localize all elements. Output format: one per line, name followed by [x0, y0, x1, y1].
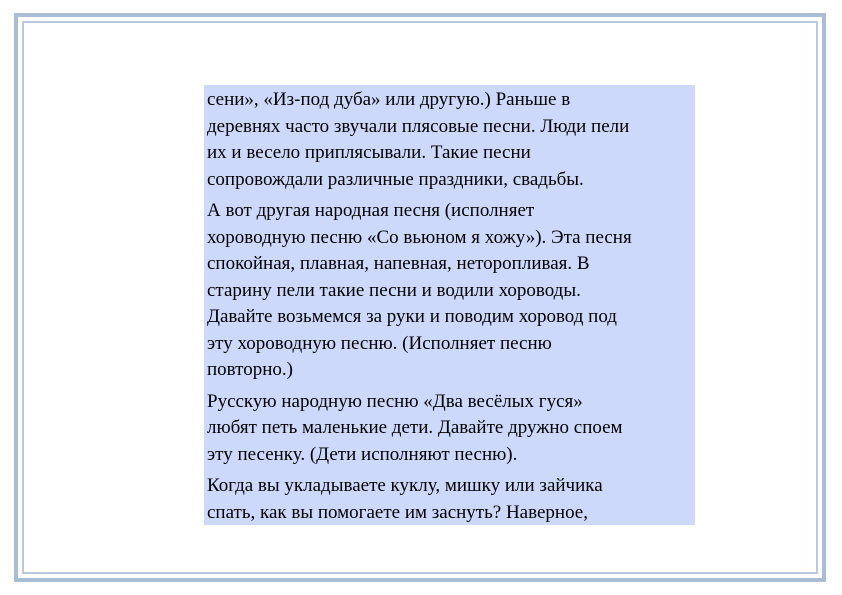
paragraph-4: Когда вы укладываете куклу, мишку или зайчика спать, как вы помогаете им заснуть? Наверное, [207, 475, 603, 523]
text-block [204, 85, 695, 525]
paragraph-3: Русскую народную песню «Два весёлых гуся» любят петь маленькие дети. Давайте дружно споем эту песенку. (Дети исполняют песню). [207, 390, 623, 465]
paragraph-1: сени», «Из-под дуба» или другую.) Раньше в деревнях часто звучали плясовые песни. Люди пели их и весело приплясывали. Такие песни сопровождали различные праздники, свадьбы. [207, 89, 630, 190]
paragraph-2: А вот другая народная песня (исполняет хороводную песню «Со вьюном я хожу»). Эта песня спокойная, плавная, напевная, неторопливая. В старину пели такие песни и водили хороводы. Давайте возьмемся за руки и поводим хоровод под эту хороводную песню. (Исполняет песню повторно.) [207, 200, 632, 380]
